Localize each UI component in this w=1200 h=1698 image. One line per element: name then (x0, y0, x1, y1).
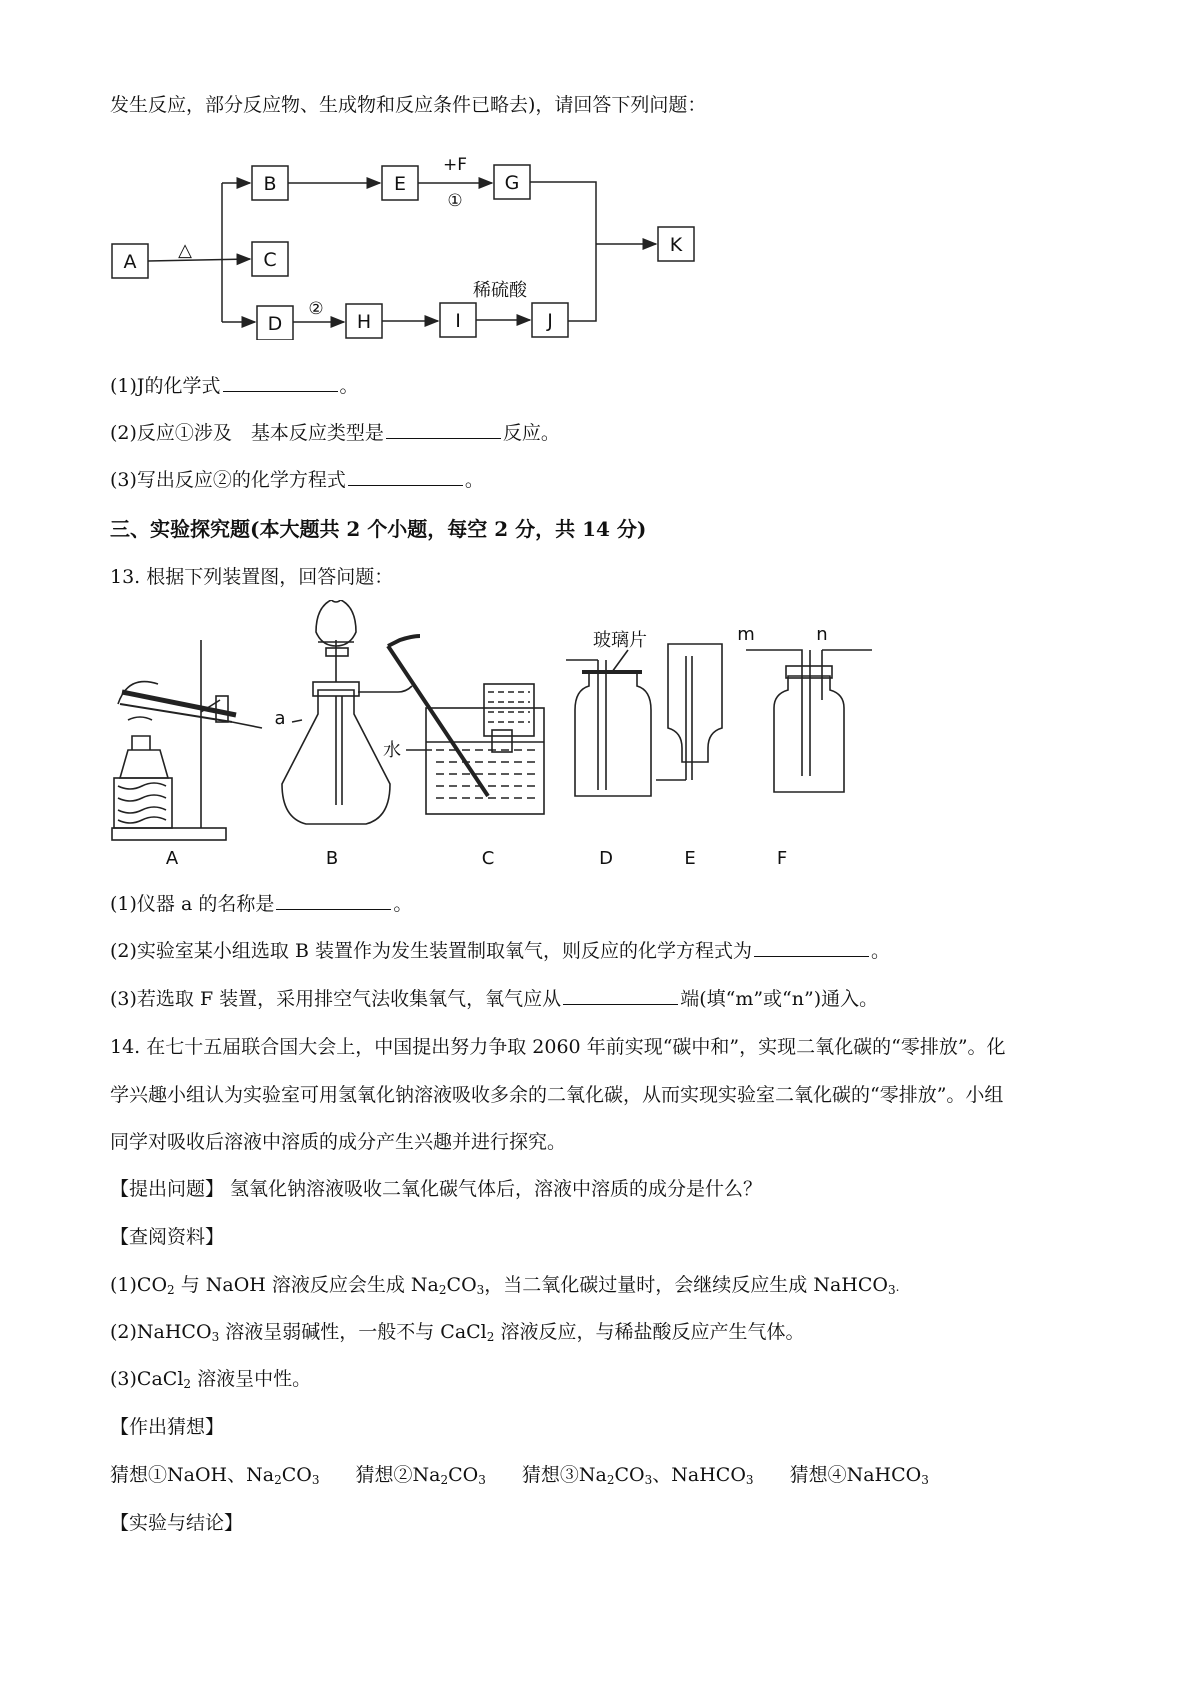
label-apparatus-f: F (776, 848, 788, 869)
apparatus-diagram (0, 600, 1200, 880)
hypothesis-3: 猜想$③Na_2CO_3$、NaHCO$_3$ (521, 1464, 754, 1487)
reference-heading: 【查阅资料】 (110, 1226, 225, 1248)
answer-blank[interactable] (563, 1002, 678, 1005)
reference-item-3: (3)CaCl$_2$ 溶液呈中性。 (110, 1368, 312, 1391)
answer-blank[interactable] (276, 907, 391, 910)
apparatus-e (656, 644, 722, 780)
question-section (110, 1180, 762, 1199)
q14-line1: 14. 在七十五届联合国大会上，中国提出努力争取 2060 年前实现“碳中和”，实现二氧化碳的“零排放”。化 (110, 1036, 1006, 1058)
node-i: I (455, 310, 461, 332)
hypothesis-4: 猜想④NaHCO$_3$ (789, 1464, 929, 1487)
node-a: A (123, 251, 137, 273)
node-c: C (263, 249, 277, 271)
node-j: J (547, 310, 553, 332)
section-heading: 三、实验探究题(本大题共 2 个小题，每空 2 分，共 14 分) (110, 517, 647, 541)
arrow-a-c (148, 259, 250, 261)
line-g-merge (530, 182, 596, 321)
label-apparatus-c: C (481, 848, 495, 869)
apparatus-a (112, 640, 262, 840)
label-apparatus-e: E (684, 848, 696, 869)
question-text: 氢氧化钠溶液吸收二氧化碳气体后，溶液中溶质的成分是什么？ (224, 1178, 763, 1200)
reference-item-2: (2)NaHCO$_3$ 溶液呈弱碱性，一般不与 CaCl$_2$ 溶液反应，与稀盐酸反应产生气体。 (110, 1321, 805, 1344)
node-d: D (267, 313, 283, 335)
q14-line2: 学兴趣小组认为实验室可用氢氧化钠溶液吸收多余的二氧化碳，从而实现实验室二氧化碳的“零排放”。小组 (110, 1084, 1004, 1106)
q13-part1: (1)仪器 a 的名称是 。 (110, 893, 413, 915)
hypothesis-1: 猜想①NaOH、$Na_2CO_3$ (110, 1464, 320, 1487)
node-e: E (393, 173, 407, 195)
apparatus-d (566, 650, 651, 796)
label-apparatus-d: D (599, 848, 613, 869)
label-heat: △ (178, 240, 192, 261)
apparatus-b (282, 600, 412, 824)
intro-line: 发生反应，部分反应物、生成物和反应条件已略去)，请回答下列问题： (110, 94, 707, 116)
q14-line3: 同学对吸收后溶液中溶质的成分产生兴趣并进行探究。 (110, 1131, 567, 1153)
q12-part3: (3)写出反应②的化学方程式 。 (110, 469, 484, 491)
label-circle-1: ① (447, 191, 463, 211)
label-circle-2: ② (308, 299, 324, 319)
node-k: K (669, 234, 683, 256)
hypothesis-heading: 【作出猜想】 (110, 1416, 225, 1438)
label-water: 水 (383, 740, 401, 761)
hypotheses-row (110, 1466, 929, 1485)
q13-intro: 13. 根据下列装置图，回答问题： (110, 566, 394, 588)
question-heading: 【提出问题】 (110, 1178, 225, 1200)
answer-blank[interactable] (223, 389, 338, 392)
experiment-heading: 【实验与结论】 (110, 1512, 244, 1534)
q12-part1: (1)J的化学式 。 (110, 375, 359, 397)
hypothesis-2: 猜想$②Na_2CO_3$ (355, 1464, 486, 1487)
node-g: G (504, 172, 520, 194)
label-port-m: m (737, 624, 755, 645)
q13-part3: (3)若选取 F 装置，采用排空气法收集氧气，氧气应从 端(填“m”或“n”)通入。 (110, 988, 879, 1010)
label-glass-plate: 玻璃片 (593, 630, 647, 651)
label-port-n: n (816, 624, 828, 645)
q12-part2: (2)反应①涉及 基本反应类型是 反应。 (110, 422, 560, 444)
node-h: H (356, 311, 372, 333)
answer-blank[interactable] (754, 954, 869, 957)
label-dilute-sulfuric-acid: 稀硫酸 (473, 280, 527, 301)
label-plus-f: +F (442, 155, 468, 175)
label-apparatus-a: A (165, 848, 179, 869)
label-apparatus-b: B (325, 848, 339, 869)
node-b: B (263, 173, 277, 195)
q13-part2: (2)实验室某小组选取 B 装置作为发生装置制取氧气，则反应的化学方程式为 。 (110, 940, 890, 962)
reference-item-1: $(1)CO_2$ 与 NaOH 溶液反应会生成 $Na_2CO_3$，当二氧化碳过量时，会继续反应生成 NaHCO$_3$. (110, 1274, 900, 1297)
answer-blank[interactable] (386, 436, 501, 439)
reaction-flow-diagram (0, 0, 1200, 340)
label-instrument-a: a (274, 708, 286, 729)
apparatus-c (388, 636, 544, 814)
apparatus-f (746, 650, 872, 792)
answer-blank[interactable] (348, 483, 463, 486)
